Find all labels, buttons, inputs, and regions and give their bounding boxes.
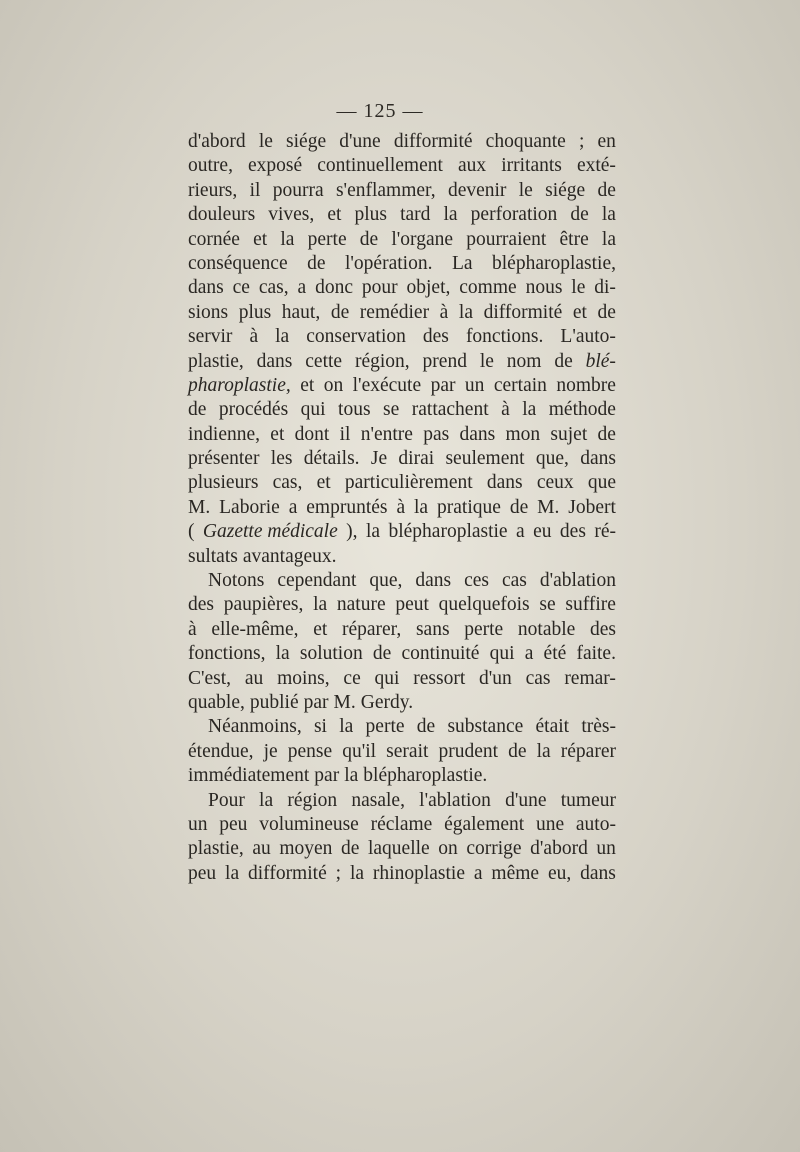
word: perte	[464, 618, 504, 640]
word: Je	[370, 448, 388, 470]
word: sujet	[550, 423, 588, 445]
word: par	[314, 765, 340, 787]
word: seulement	[445, 448, 525, 470]
word: il	[339, 423, 351, 445]
word: elle-même,	[211, 618, 299, 640]
word: faite.	[576, 643, 616, 665]
word: plusieurs	[188, 472, 259, 494]
word: plus	[354, 204, 388, 226]
word: remédier	[359, 301, 430, 323]
word: la	[458, 301, 473, 323]
text-line	[188, 862, 616, 886]
word: de	[597, 301, 616, 323]
word: cas	[502, 570, 527, 592]
word: et	[327, 204, 342, 226]
word: comme	[459, 277, 517, 299]
word: je	[263, 740, 278, 762]
word: à	[439, 301, 449, 323]
word: de	[330, 301, 350, 323]
word: devenir	[447, 179, 507, 201]
word: pratique	[437, 496, 501, 518]
word: dans	[486, 472, 523, 494]
word: dans	[256, 350, 293, 372]
text-line	[188, 398, 616, 422]
word: de	[359, 228, 379, 250]
word: certain	[493, 374, 547, 396]
word: rattachent	[411, 399, 489, 421]
word: auto-	[575, 813, 616, 835]
word: de	[554, 350, 573, 372]
word: on	[438, 838, 458, 860]
text-line	[188, 471, 616, 495]
word: au	[252, 838, 271, 860]
word: continuité	[401, 643, 480, 665]
word: se	[539, 594, 556, 616]
word: qui	[374, 667, 400, 689]
word: difformité	[248, 862, 327, 884]
word: blépharoplastie	[388, 521, 508, 543]
text-line	[188, 228, 616, 252]
word: nous	[525, 277, 563, 299]
word: à	[249, 326, 259, 348]
word: plastie,	[188, 350, 244, 372]
word: ;	[578, 131, 585, 152]
word: dans	[580, 448, 616, 470]
word: l'organe	[391, 228, 454, 250]
word: Pour	[208, 789, 245, 811]
word: la	[536, 740, 551, 762]
word: de	[570, 204, 589, 226]
word: être	[559, 228, 589, 250]
word: perte	[365, 716, 405, 738]
word: moyen	[279, 838, 333, 860]
word: ces	[464, 570, 490, 592]
word: M.	[188, 496, 211, 518]
word: la	[280, 228, 295, 250]
word: exposé	[248, 155, 303, 177]
word: également	[444, 813, 525, 835]
word: difformité	[393, 131, 473, 152]
text-line	[188, 691, 616, 715]
word: cornée	[188, 228, 240, 250]
word: et	[572, 301, 587, 323]
text-line	[188, 789, 616, 813]
word: d'abord	[530, 838, 588, 860]
word: perte	[307, 228, 347, 250]
word: les	[270, 448, 293, 470]
word: la	[344, 765, 359, 787]
word: la	[313, 594, 328, 616]
word: de	[509, 496, 529, 518]
word: continuellement	[317, 155, 443, 177]
word: avantageux.	[242, 545, 337, 567]
word: la	[259, 789, 274, 811]
word: ),	[346, 521, 358, 543]
text-line	[188, 447, 616, 471]
word: fonctions,	[188, 643, 266, 665]
word: à	[501, 399, 510, 421]
word: substance	[447, 716, 524, 738]
word: peu	[219, 813, 248, 835]
word: été	[543, 643, 567, 665]
word: sultats	[188, 545, 238, 567]
word: ré-	[594, 521, 616, 543]
word: di-	[594, 277, 616, 299]
text-line	[188, 252, 616, 276]
word: l'ablation	[419, 789, 491, 811]
word: prudent	[438, 740, 499, 762]
word: difformité	[483, 301, 563, 323]
word: présenter	[188, 448, 260, 470]
word: même	[491, 862, 540, 884]
word: le	[479, 350, 494, 372]
word: aux	[457, 155, 487, 177]
word: la	[225, 862, 240, 884]
word: et	[316, 472, 331, 494]
text-line	[188, 496, 616, 520]
word: par	[303, 691, 329, 713]
word: un	[464, 374, 485, 396]
text-line	[188, 301, 616, 325]
word: a	[473, 862, 483, 884]
word: région	[287, 789, 338, 811]
word: se	[383, 399, 400, 421]
text-line	[188, 374, 616, 398]
word: de	[188, 399, 207, 421]
word: la	[339, 716, 354, 738]
word: a	[297, 277, 307, 299]
word: perforation	[470, 204, 558, 226]
word: que,	[369, 570, 403, 592]
word: eu,	[547, 862, 572, 884]
word: cas,	[272, 472, 303, 494]
word: la	[443, 204, 458, 226]
text-line	[188, 569, 616, 593]
word: à	[396, 496, 406, 518]
word: ressort	[413, 667, 466, 689]
word: l'opération.	[345, 252, 433, 274]
word: cas,	[258, 277, 289, 299]
word: la	[365, 521, 381, 543]
word: volumineuse	[259, 813, 359, 835]
word: qu'il	[342, 740, 377, 762]
word: dans	[188, 277, 224, 299]
text-line	[188, 837, 616, 861]
word: s'enflammer,	[335, 179, 436, 201]
word: d'une	[505, 789, 547, 811]
word: fonctions.	[465, 326, 544, 348]
text-line	[188, 642, 616, 666]
word: ce	[232, 277, 250, 299]
word: la	[349, 862, 365, 884]
word: peut	[395, 594, 429, 616]
word: pourraient	[466, 228, 547, 250]
text-line	[188, 179, 616, 203]
word: pharoplastie,	[188, 374, 291, 396]
word: dans	[580, 862, 616, 884]
word: paupières,	[223, 594, 304, 616]
word: dans	[415, 570, 452, 592]
word: dans	[459, 423, 496, 445]
text-line	[188, 715, 616, 739]
word: pense	[287, 740, 333, 762]
word: ce	[343, 667, 361, 689]
word: rieurs,	[188, 179, 238, 201]
text-line	[188, 423, 616, 447]
word: la	[522, 399, 537, 421]
word: on	[323, 374, 344, 396]
word: la	[414, 496, 429, 518]
word: réclame	[370, 813, 433, 835]
word: C'est,	[188, 667, 232, 689]
word: la	[601, 228, 616, 250]
word: objet,	[406, 277, 451, 299]
word: au	[244, 667, 264, 689]
word: a	[288, 496, 298, 518]
word: l'exécute	[352, 374, 422, 396]
word: il	[249, 179, 261, 201]
word: tard	[400, 204, 431, 226]
word: d'une	[339, 131, 381, 152]
word: Laborie	[219, 496, 280, 518]
text-line	[188, 764, 616, 788]
word: indienne,	[188, 423, 261, 445]
word: nature	[336, 594, 386, 616]
word: blé-	[585, 350, 616, 372]
word: Gerdy.	[360, 691, 414, 713]
word: remar-	[564, 667, 616, 689]
word: de	[372, 643, 392, 665]
word: que,	[535, 448, 569, 470]
text-line	[188, 203, 616, 227]
word: La	[451, 252, 473, 274]
word: Gazette médicale	[202, 521, 338, 543]
word: que	[587, 472, 616, 494]
word: empruntés	[306, 496, 388, 518]
word: réparer	[560, 740, 616, 762]
word: nasale,	[351, 789, 405, 811]
word: de	[508, 740, 527, 762]
text-line	[188, 130, 616, 154]
word: de	[597, 179, 616, 201]
word: peu	[188, 862, 217, 884]
word: d'abord	[188, 131, 246, 152]
text-line	[188, 593, 616, 617]
word: la	[601, 204, 616, 226]
word: rhinoplastie	[372, 862, 465, 884]
word: Néanmoins,	[208, 716, 302, 738]
word: et	[313, 618, 328, 640]
word: siége	[545, 179, 586, 201]
text-line	[188, 813, 616, 837]
text-line	[188, 520, 616, 544]
word: de	[341, 838, 360, 860]
word: donc	[315, 277, 353, 299]
text-line	[188, 325, 616, 349]
word: a	[524, 643, 534, 665]
word: tous	[338, 399, 371, 421]
word: laquelle	[367, 838, 430, 860]
page-number: — 125 —	[336, 100, 424, 122]
word: ;	[335, 862, 342, 884]
word: qui	[489, 643, 515, 665]
word: blépharoplastie.	[363, 765, 488, 787]
word: une	[535, 813, 565, 835]
word: très-	[581, 716, 616, 738]
word: vives,	[268, 204, 315, 226]
text-line	[188, 740, 616, 764]
word: un	[596, 838, 616, 860]
word: cette	[305, 350, 343, 372]
text-line	[188, 276, 616, 300]
word: L'auto-	[560, 326, 616, 348]
word: cependant	[277, 570, 357, 592]
word: d'un	[479, 667, 512, 689]
word: moins,	[277, 667, 330, 689]
word: douleurs	[188, 204, 256, 226]
word: M.	[333, 691, 356, 713]
word: si	[313, 716, 327, 738]
word: des	[188, 594, 214, 616]
word: mon	[505, 423, 541, 445]
word: des	[422, 326, 449, 348]
word: méthode	[548, 399, 616, 421]
word: conservation	[306, 326, 406, 348]
word: outre,	[188, 155, 233, 177]
word: des	[590, 618, 616, 640]
word: et	[270, 423, 285, 445]
word: région,	[354, 350, 410, 372]
word: de	[597, 423, 616, 445]
word: M.	[537, 496, 560, 518]
word: corrige	[466, 838, 522, 860]
text-line	[188, 618, 616, 642]
word: d'ablation	[539, 570, 616, 592]
word: blépharoplastie,	[492, 252, 616, 274]
body-text	[188, 130, 616, 886]
word: cas	[525, 667, 551, 689]
word: étendue,	[188, 740, 254, 762]
word: choquante	[485, 131, 566, 152]
word: le	[258, 131, 273, 152]
word: un	[188, 813, 208, 835]
text-line	[188, 154, 616, 178]
word: Notons	[208, 570, 265, 592]
word: était	[535, 716, 570, 738]
word: plus	[238, 301, 272, 323]
word: tumeur	[560, 789, 616, 811]
word: et	[300, 374, 315, 396]
word: pourra	[272, 179, 324, 201]
word: de	[416, 716, 436, 738]
word: de	[307, 252, 326, 274]
word: siége	[286, 131, 327, 152]
word: le	[518, 179, 533, 201]
word: et	[253, 228, 268, 250]
word: serait	[386, 740, 429, 762]
word: eu	[533, 521, 552, 543]
word: le	[571, 277, 586, 299]
word: nombre	[556, 374, 616, 396]
word: irritants	[501, 155, 562, 177]
word: exté-	[576, 155, 616, 177]
word: réparer,	[341, 618, 402, 640]
word: des	[559, 521, 586, 543]
word: publié	[249, 691, 299, 713]
word: servir	[188, 326, 233, 348]
word: pour	[361, 277, 398, 299]
word: a	[516, 521, 525, 543]
word: procédés	[218, 399, 289, 421]
word: particulièrement	[344, 472, 473, 494]
word: sans	[415, 618, 450, 640]
word: ceux	[536, 472, 574, 494]
word: suffire	[565, 594, 616, 616]
word: solution	[299, 643, 363, 665]
word: plastie,	[188, 838, 244, 860]
word: pas	[423, 423, 450, 445]
word: quable,	[188, 691, 245, 713]
word: prend	[422, 350, 467, 372]
word: dirai	[398, 448, 435, 470]
word: en	[597, 131, 616, 152]
text-line	[188, 667, 616, 691]
word: immédiatement	[188, 765, 310, 787]
word: (	[188, 521, 195, 543]
word: la	[275, 326, 290, 348]
text-line	[188, 545, 616, 569]
word: à	[188, 618, 197, 640]
word: par	[430, 374, 456, 396]
word: conséquence	[188, 252, 288, 274]
word: notable	[517, 618, 576, 640]
word: la	[275, 643, 290, 665]
word: Jobert	[568, 496, 616, 518]
word: haut,	[281, 301, 321, 323]
word: qui	[300, 399, 326, 421]
word: dont	[294, 423, 330, 445]
word: quelquefois	[438, 594, 530, 616]
word: n'entre	[360, 423, 413, 445]
word: sions	[188, 301, 229, 323]
text-line	[188, 350, 616, 374]
word: détails.	[303, 448, 360, 470]
word: nom	[506, 350, 542, 372]
